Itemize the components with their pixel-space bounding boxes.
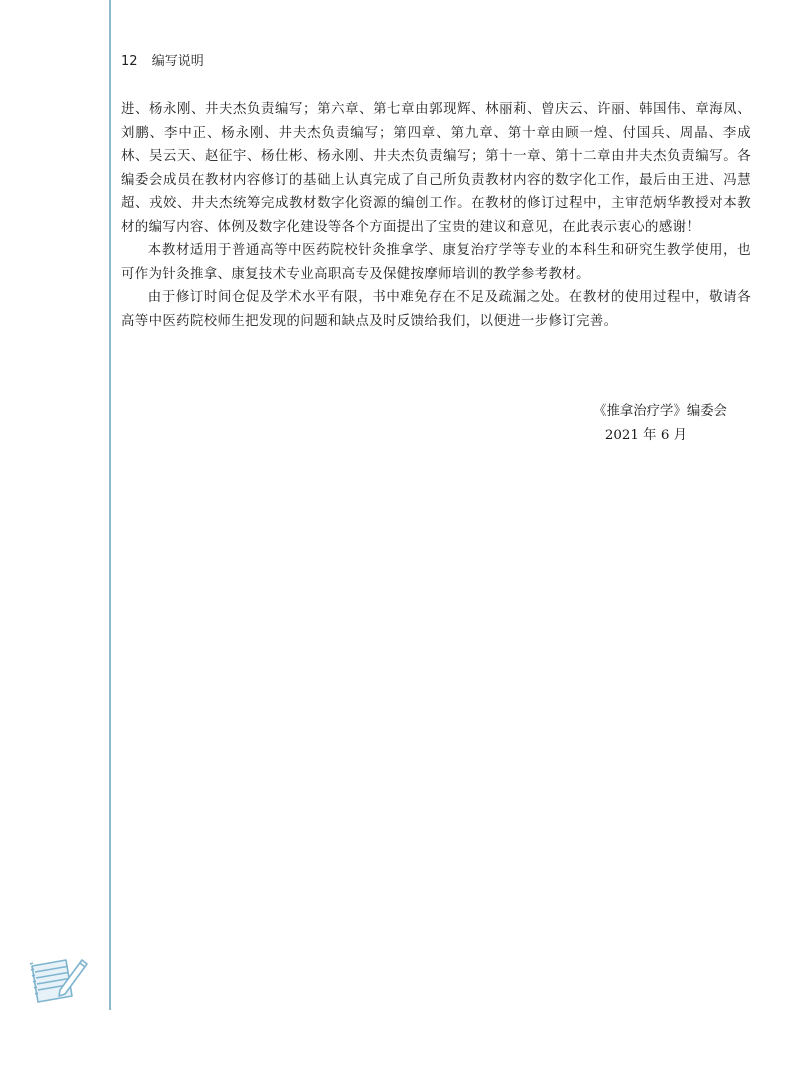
committee-name: 《推拿治疗学》编委会 — [593, 404, 727, 419]
paragraph-continued: 进、杨永刚、井夫杰负责编写；第六章、第七章由郭现辉、林丽莉、曾庆云、许丽、韩国伟、章海凤、刘鹏、李中正、杨永刚、井夫杰负责编写；第四章、第九章、第十章由顾一煌、付国兵、周晶、李成林、吴云天、赵征宇、杨仕彬、杨永刚、井夫杰负责编写；第十一章、第十二章由井夫杰负责编写。各编委会成员在教材内容修订的基础上认真完成了自己所负责教材内容的数字化工作，最后由王进、冯慧超、戎姣、井夫杰统筹完成教材数字化资源的编创工作。在教材的修订过程中，主审范炳华教授对本教材的编写内容、体例及数字化建设等各个方面提出了宝贵的建议和意见，在此表示衷心的感谢！ — [121, 102, 751, 235]
paragraph-usage: 本教材适用于普通高等中医药院校针灸推拿学、康复治疗学等专业的本科生和研究生教学使用，也可作为针灸推拿、康复技术专业高职高专及保健按摩师培训的教学参考教材。 — [121, 243, 751, 282]
running-header — [121, 50, 204, 69]
body-text — [121, 98, 751, 333]
signature-block — [593, 400, 727, 447]
margin-rule — [109, 0, 111, 1010]
notebook-pencil-icon — [26, 952, 90, 1008]
signature-date: 2021 年 6 月 — [604, 427, 687, 443]
section-title: 编写说明 — [151, 54, 204, 69]
paragraph-feedback: 由于修订时间仓促及学术水平有限，书中难免存在不足及疏漏之处。在教材的使用过程中，敬请各高等中医药院校师生把发现的问题和缺点及时反馈给我们，以便进一步修订完善。 — [121, 290, 751, 329]
page-number: 12 — [121, 54, 138, 69]
